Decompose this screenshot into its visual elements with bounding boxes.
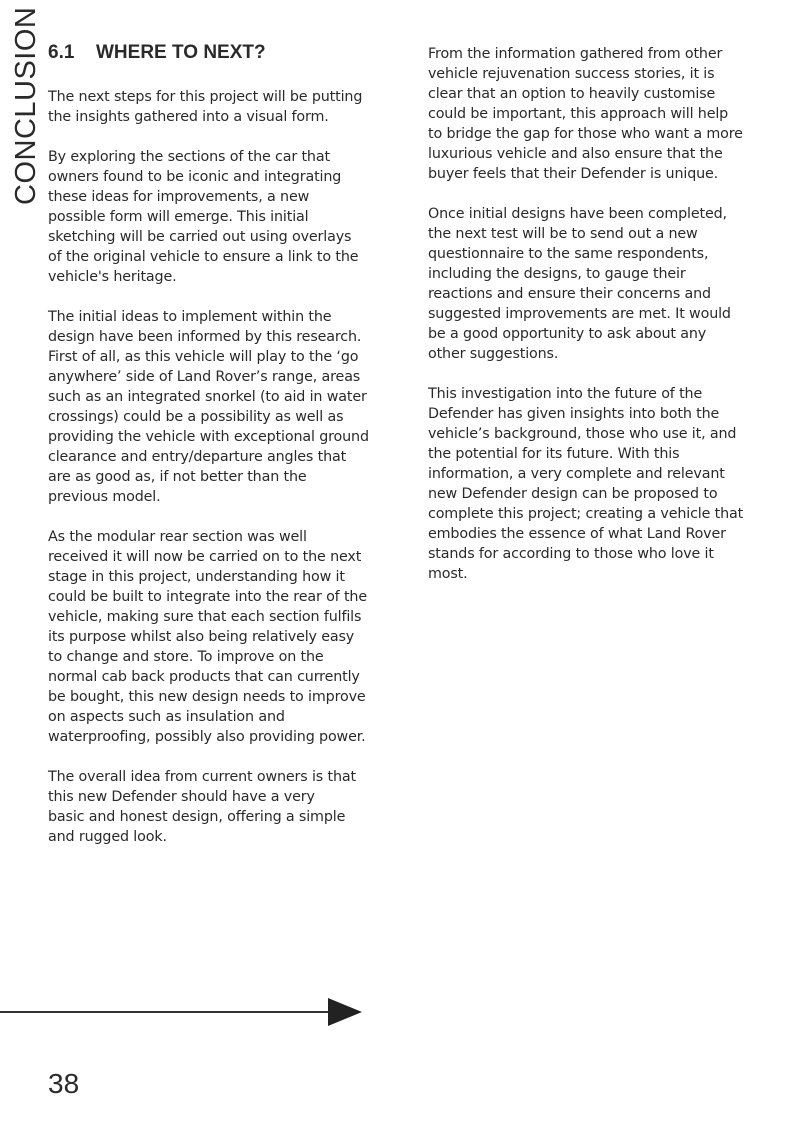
text-line: its purpose whilst also being relatively easy: [48, 629, 355, 645]
text-line: reactions and ensure their concerns and: [428, 286, 711, 302]
paragraph: [48, 527, 378, 747]
text-line: of the original vehicle to ensure a link to the: [48, 249, 359, 265]
text-line: buyer feels that their Defender is unique.: [428, 166, 719, 182]
text-line: anywhere’ side of Land Rover’s range, areas: [48, 369, 361, 385]
right-column: [428, 44, 758, 604]
text-line: these ideas for improvements, a new: [48, 189, 310, 205]
paragraph: [48, 767, 378, 847]
paragraph: [428, 44, 758, 184]
text-line: are as good as, if not better than the: [48, 469, 307, 485]
text-line: this new Defender should have a very: [48, 789, 315, 805]
text-line: stands for according to those who love it: [428, 546, 714, 562]
text-line: luxurious vehicle and also ensure that the: [428, 146, 723, 162]
text-line: on aspects such as insulation and: [48, 709, 285, 725]
text-line: design have been informed by this research.: [48, 329, 362, 345]
text-line: The overall idea from current owners is that: [48, 769, 356, 785]
text-line: This investigation into the future of the: [428, 386, 703, 402]
text-line: sketching will be carried out using overlays: [48, 229, 352, 245]
text-line: complete this project; creating a vehicle that: [428, 506, 744, 522]
text-line: clearance and entry/departure angles that: [48, 449, 347, 465]
text-line: suggested improvements are met. It would: [428, 306, 731, 322]
text-line: clear that an option to heavily customise: [428, 86, 716, 102]
text-line: the potential for its future. With this: [428, 446, 680, 462]
text-line: vehicle's heritage.: [48, 269, 177, 285]
text-line: waterproofing, possibly also providing power.: [48, 729, 366, 745]
text-line: could be important, this approach will help: [428, 106, 729, 122]
text-line: The initial ideas to implement within the: [48, 309, 332, 325]
paragraph: [428, 384, 758, 584]
text-line: By exploring the sections of the car that: [48, 149, 330, 165]
section-number: 6.1: [48, 42, 75, 63]
right-arrow-icon: [328, 998, 362, 1026]
text-line: vehicle, making sure that each section fulfils: [48, 609, 362, 625]
text-line: could be built to integrate into the rear of the: [48, 589, 367, 605]
text-line: be bought, this new design needs to improve: [48, 689, 366, 705]
text-line: From the information gathered from other: [428, 46, 723, 62]
paragraph: [48, 87, 378, 127]
text-line: previous model.: [48, 489, 161, 505]
paragraph: [428, 204, 758, 364]
text-line: The next steps for this project will be putting: [48, 89, 363, 105]
page-number: 38: [48, 1068, 80, 1099]
text-line: to change and store. To improve on the: [48, 649, 324, 665]
text-line: most.: [428, 566, 468, 582]
text-line: possible form will emerge. This initial: [48, 209, 309, 225]
section-title: WHERE TO NEXT?: [96, 42, 266, 63]
text-line: information, a very complete and relevant: [428, 466, 725, 482]
arrow-line: [0, 1011, 330, 1013]
chapter-side-label: CONCLUSION: [10, 6, 42, 205]
text-line: owners found to be iconic and integrating: [48, 169, 342, 185]
text-line: questionnaire to the same respondents,: [428, 246, 709, 262]
text-line: received it will now be carried on to the next: [48, 549, 362, 565]
text-line: stage in this project, understanding how it: [48, 569, 345, 585]
text-line: such as an integrated snorkel (to aid in water: [48, 389, 367, 405]
text-line: the insights gathered into a visual form.: [48, 109, 329, 125]
text-line: other suggestions.: [428, 346, 559, 362]
text-line: First of all, as this vehicle will play to the ‘go: [48, 349, 359, 365]
text-line: Once initial designs have been completed,: [428, 206, 727, 222]
text-line: and rugged look.: [48, 829, 167, 845]
text-line: new Defender design can be proposed to: [428, 486, 718, 502]
text-line: normal cab back products that can currently: [48, 669, 360, 685]
paragraph: [48, 307, 378, 507]
text-line: vehicle’s background, those who use it, and: [428, 426, 737, 442]
text-line: As the modular rear section was well: [48, 529, 307, 545]
text-line: the next test will be to send out a new: [428, 226, 698, 242]
text-line: embodies the essence of what Land Rover: [428, 526, 726, 542]
paragraph: [48, 147, 378, 287]
text-line: Defender has given insights into both the: [428, 406, 720, 422]
text-line: to bridge the gap for those who want a more: [428, 126, 743, 142]
section-heading: [48, 42, 266, 64]
text-line: providing the vehicle with exceptional ground: [48, 429, 369, 445]
text-line: including the designs, to gauge their: [428, 266, 686, 282]
left-column: [48, 87, 378, 867]
text-line: vehicle rejuvenation success stories, it is: [428, 66, 715, 82]
text-line: basic and honest design, offering a simple: [48, 809, 346, 825]
text-line: crossings) could be a possibility as well as: [48, 409, 344, 425]
text-line: be a good opportunity to ask about any: [428, 326, 707, 342]
